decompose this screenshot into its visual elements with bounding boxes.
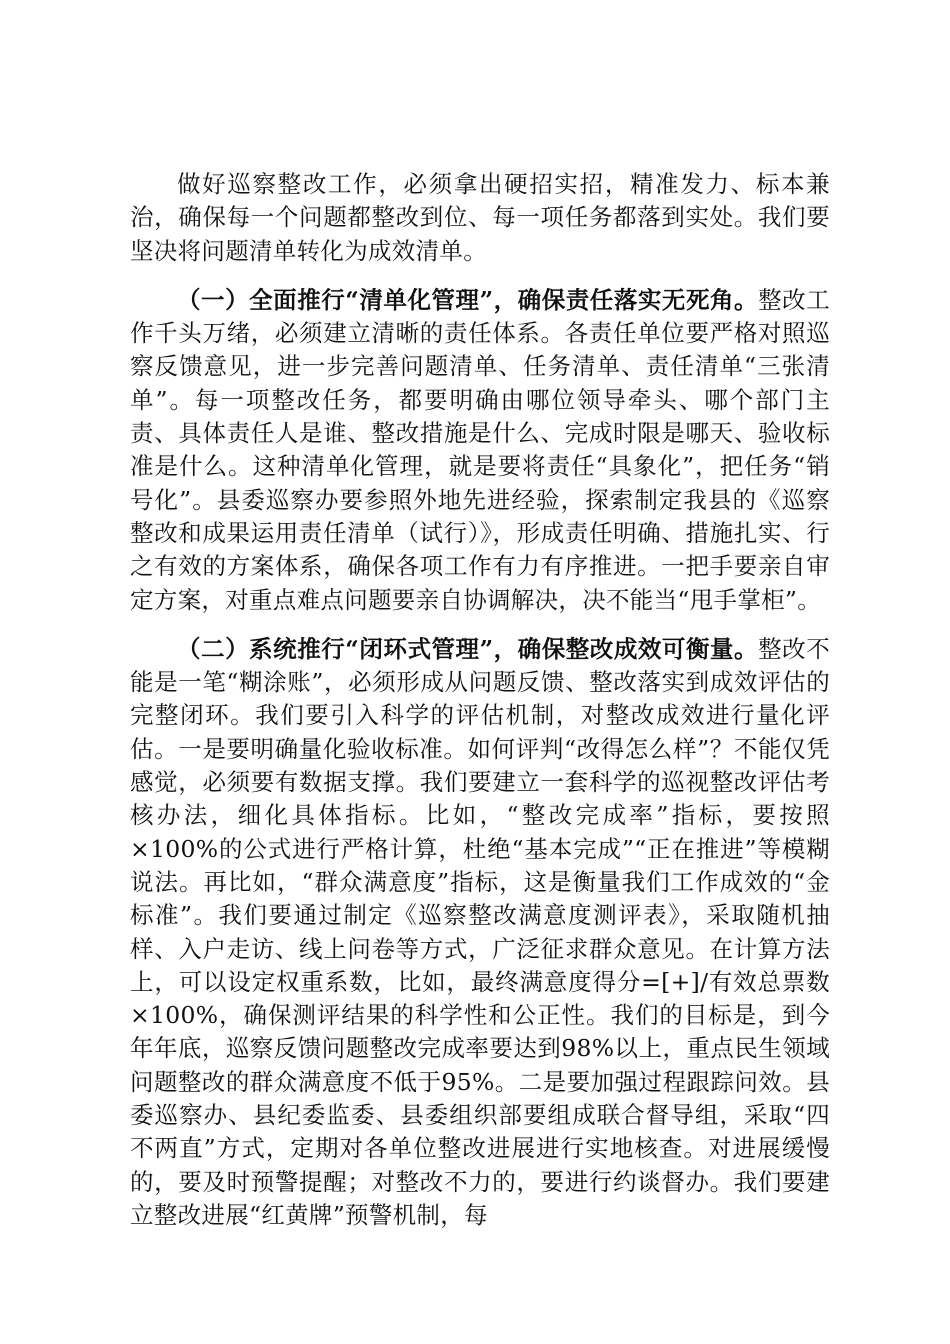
section-two-heading: （二）系统推行“闭环式管理”，确保整改成效可衡量。 <box>177 634 759 663</box>
intro-paragraph-text: 做好巡察整改工作，必须拿出硬招实招，精准发力、标本兼治，确保每一个问题都整改到位、每一项任务都落到实处。我们要坚决将问题清单转化为成效清单。 <box>130 170 830 265</box>
intro-paragraph <box>130 168 830 268</box>
section-two-paragraph <box>130 633 830 1232</box>
section-one-text: 整改工作千头万绪，必须建立清晰的责任体系。各责任单位要严格对照巡察反馈意见，进一步完善问题清单、任务清单、责任清单“三张清单”。每一项整改任务，都要明确由哪位领导牵头、哪个部门主责、具体责任人是谁、整改措施是什么、完成时限是哪天、验收标准是什么。这种清单化管理，就是要将责任“具象化”，把任务“销号化”。县委巡察办要参照外地先进经验，探索制定我县的《巡察整改和成果运用责任清单（试行）》，形成责任明确、措施扎实、行之有效的方案体系，确保各项工作有力有序推进。一把手要亲自审定方案，对重点难点问题要亲自协调解决，决不能当“甩手掌柜”。 <box>130 285 830 614</box>
section-two-text: 整改不能是一笔“糊涂账”，必须形成从问题反馈、整改落实到成效评估的完整闭环。我们要引入科学的评估机制，对整改成效进行量化评估。一是要明确量化验收标准。如何评判“改得怎么样”？不能仅凭感觉，必须要有数据支撑。我们要建立一套科学的巡视整改评估考核办法，细化具体指标。比如，“整改完成率”指标，要按照×100%的公式进行严格计算，杜绝“基本完成”“正在推进”等模糊说法。再比如，“群众满意度”指标，这是衡量我们工作成效的“金标准”。我们要通过制定《巡察整改满意度测评表》，采取随机抽样、入户走访、线上问卷等方式，广泛征求群众意见。在计算方法上，可以设定权重系数，比如，最终满意度得分=[+]/有效总票数×100%，确保测评结果的科学性和公正性。我们的目标是，到今年年底，巡察反馈问题整改完成率要达到98%以上，重点民生领域问题整改的群众满意度不低于95%。二是要加强过程跟踪问效。县委巡察办、县纪委监委、县委组织部要组成联合督导组，采取“四不两直”方式，定期对各单位整改进展进行实地核查。对进展缓慢的，要及时预警提醒；对整改不力的，要进行约谈督办。我们要建立整改进展“红黄牌”预警机制，每 <box>130 634 830 1229</box>
section-one-paragraph <box>130 284 830 617</box>
section-one-heading: （一）全面推行“清单化管理”，确保责任落实无死角。 <box>177 285 759 314</box>
document-body <box>130 168 830 1232</box>
